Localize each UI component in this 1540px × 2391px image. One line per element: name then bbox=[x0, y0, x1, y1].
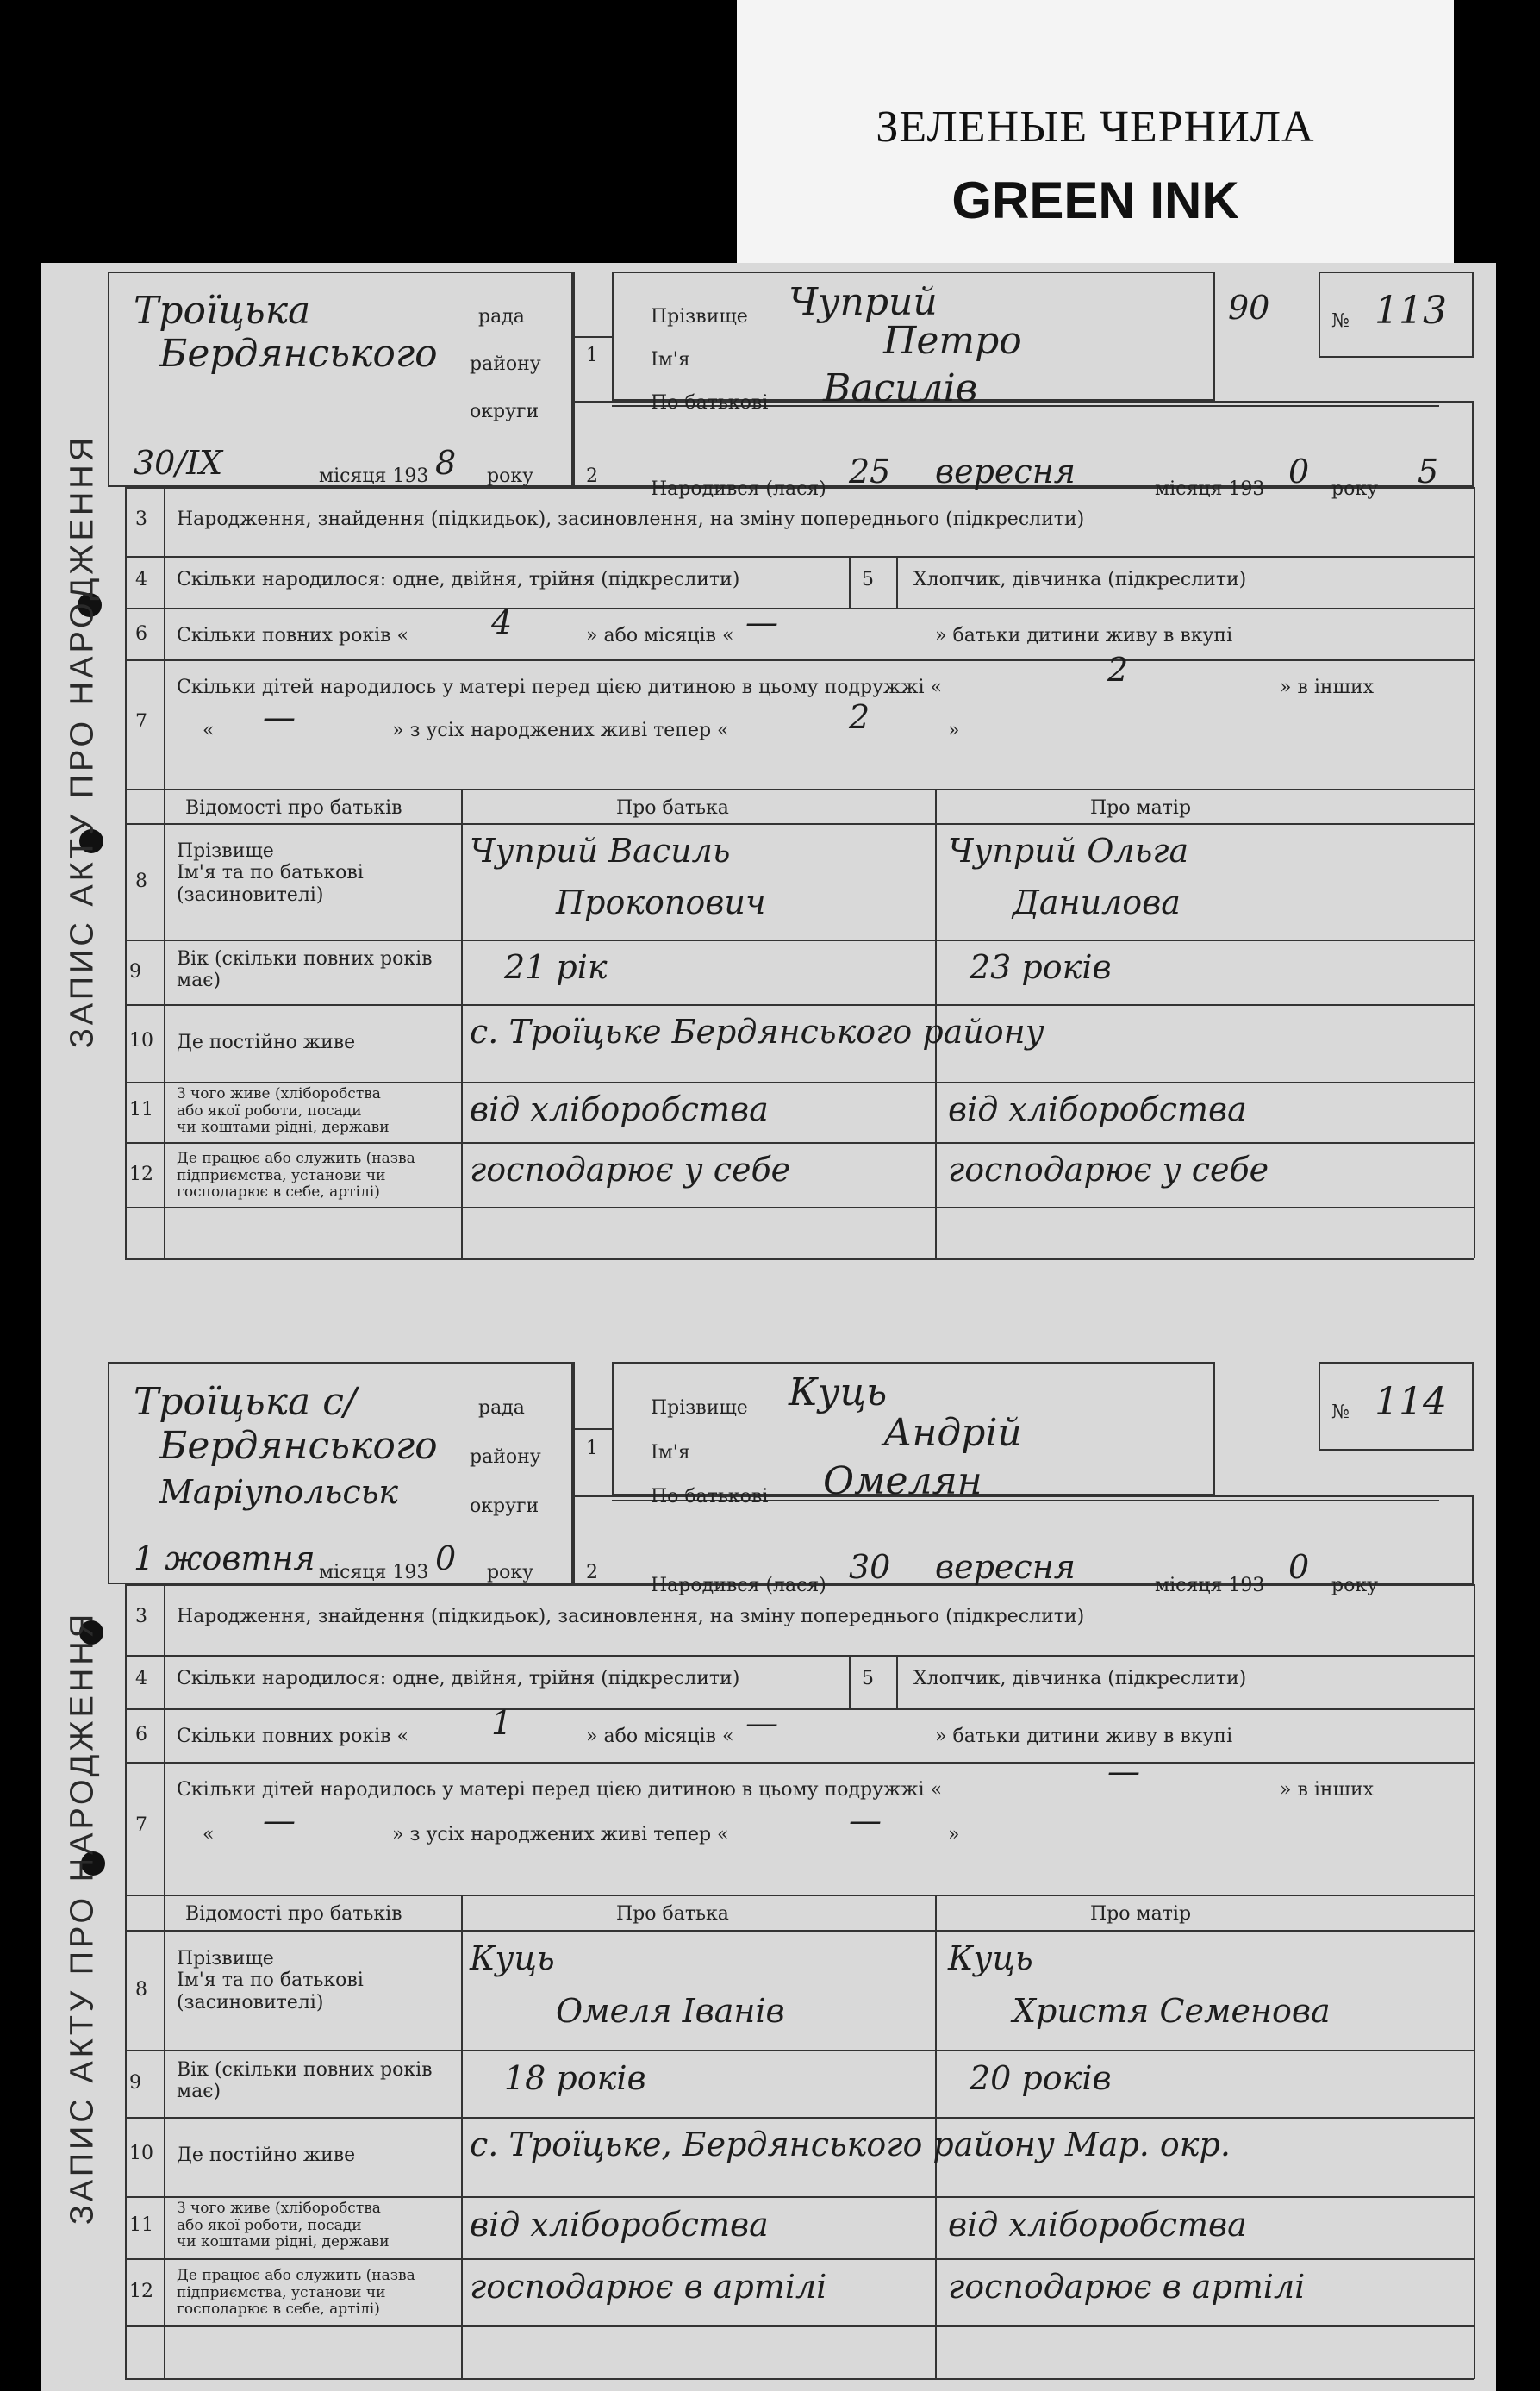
patronymic-value: Василів bbox=[823, 366, 978, 410]
registration-year-label: року bbox=[487, 465, 534, 487]
record-number-value: 114 bbox=[1375, 1380, 1447, 1424]
surname-label: Прізвище bbox=[651, 1397, 748, 1419]
rule bbox=[125, 1708, 1474, 1710]
sidebar-title-2: ЗАПИС АКТУ ПРО НАРОДЖЕННЯ bbox=[64, 1610, 101, 2226]
rule bbox=[125, 1258, 1474, 1260]
name-label: Ім'я bbox=[651, 349, 690, 371]
row-number: 1 bbox=[586, 1438, 598, 1459]
surname-value: Куць bbox=[789, 1370, 888, 1414]
alive-label: » з усіх народжених живі тепер « bbox=[392, 1824, 729, 1845]
row-number: 9 bbox=[129, 961, 141, 983]
years-together-value: 1 bbox=[491, 1704, 513, 1742]
registration-year-label: року bbox=[487, 1562, 534, 1583]
registration-day-value: 1 жовтня bbox=[134, 1539, 315, 1577]
registration-day-value: 30/IX bbox=[134, 444, 223, 482]
together-label: » батьки дитини живу в вкупі bbox=[935, 1726, 1233, 1747]
children-other-label: » в інших bbox=[1280, 1779, 1375, 1801]
father-name-line1: Куць bbox=[470, 1939, 555, 1977]
rule bbox=[1474, 1584, 1475, 2379]
rule bbox=[125, 2258, 1474, 2260]
rule bbox=[125, 2050, 1474, 2051]
name-value: Петро bbox=[883, 319, 1022, 363]
ink-label-ru: ЗЕЛЕНЫЕ ЧЕРНИЛА bbox=[876, 103, 1315, 152]
row-number: 8 bbox=[135, 1979, 147, 2001]
mother-name-line1: Чуприй Ольга bbox=[948, 832, 1189, 870]
rule bbox=[125, 1655, 1474, 1657]
row-number: 12 bbox=[129, 1164, 153, 1185]
raion-value: Бердянського bbox=[159, 1424, 438, 1468]
row-number: 2 bbox=[586, 1562, 598, 1583]
patronymic-label: По батькові bbox=[651, 392, 769, 414]
mother-header: Про матір bbox=[1090, 1903, 1192, 1925]
born-month-value: вересня bbox=[935, 453, 1076, 490]
father-column-divider bbox=[461, 789, 463, 1258]
children-this-value: — bbox=[1107, 1752, 1140, 1790]
rule bbox=[125, 608, 1474, 609]
rule bbox=[125, 2196, 1474, 2198]
work-label: Де працює або служить (назва підприємства, установи чи господарює в себе, артілі) bbox=[177, 2267, 415, 2319]
children-other-label: » в інших bbox=[1280, 677, 1375, 698]
father-column-divider bbox=[461, 1895, 463, 2378]
birth-record-114 bbox=[108, 1362, 1487, 2379]
okrug-value: Маріупольськ bbox=[159, 1473, 398, 1511]
number-label: № bbox=[1331, 1402, 1350, 1423]
born-label: Народився (лася) bbox=[651, 478, 826, 500]
row-number: 6 bbox=[135, 623, 147, 645]
children-this-value: 2 bbox=[1107, 651, 1129, 689]
rule bbox=[125, 659, 1474, 661]
father-name-line1: Чуприй Василь bbox=[470, 832, 731, 870]
father-work-value: господарює в артілі bbox=[470, 2268, 827, 2306]
registration-month-label: місяця 193 bbox=[319, 1562, 429, 1583]
margin-mark: 90 bbox=[1228, 289, 1270, 327]
mother-age-value: 23 років bbox=[970, 948, 1112, 986]
side-mark: 5 bbox=[1418, 453, 1439, 490]
multiplicity-label: Скільки народилося: одне, двійня, трійня (підкреслити) bbox=[177, 569, 740, 590]
alive-label: » з усіх народжених живі тепер « bbox=[392, 720, 729, 741]
okrug-label: округи bbox=[470, 1495, 539, 1517]
rule bbox=[125, 2325, 1474, 2327]
multiplicity-label: Скільки народилося: одне, двійня, трійня (підкреслити) bbox=[177, 1668, 740, 1689]
mother-age-value: 20 років bbox=[970, 2059, 1112, 2097]
mother-income-value: від хліборобства bbox=[948, 1090, 1247, 1128]
rule bbox=[125, 1004, 1474, 1006]
parent-age-label: Вік (скільки повних років має) bbox=[177, 2059, 433, 2103]
rule bbox=[849, 556, 851, 608]
sidebar-title-1: ЗАПИС АКТУ ПРО НАРОДЖЕННЯ bbox=[64, 434, 101, 1049]
registration-year-value: 0 bbox=[435, 1539, 457, 1577]
born-month-label: місяця 193 bbox=[1155, 1575, 1265, 1596]
together-label: » батьки дитини живу в вкупі bbox=[935, 625, 1233, 646]
ink-label-tag bbox=[737, 0, 1454, 265]
raion-label: району bbox=[470, 353, 541, 375]
rule bbox=[896, 1655, 898, 1708]
rule bbox=[125, 1895, 1474, 1896]
row-number: 5 bbox=[862, 1668, 874, 1689]
row-number: 3 bbox=[135, 509, 147, 530]
father-income-value: від хліборобства bbox=[470, 2206, 769, 2244]
registration-year-value: 8 bbox=[435, 444, 457, 482]
name-value: Андрій bbox=[883, 1411, 1022, 1455]
ink-label-en: GREEN INK bbox=[951, 172, 1239, 229]
mother-work-value: господарює у себе bbox=[948, 1151, 1269, 1189]
born-year-value: 0 bbox=[1288, 453, 1310, 490]
row-number: 3 bbox=[135, 1606, 147, 1627]
name-label: Ім'я bbox=[651, 1442, 690, 1464]
rule bbox=[125, 940, 1474, 941]
rule bbox=[125, 1762, 1474, 1764]
quote-open: « bbox=[203, 720, 215, 741]
sex-label: Хлопчик, дівчинка (підкреслити) bbox=[913, 569, 1247, 590]
row-number: 6 bbox=[135, 1724, 147, 1745]
months-label: » або місяців « bbox=[586, 625, 734, 646]
rule bbox=[125, 1142, 1474, 1144]
row-number: 2 bbox=[586, 465, 598, 487]
children-alive-value: 2 bbox=[849, 698, 870, 736]
row-number: 7 bbox=[135, 711, 147, 733]
rule bbox=[849, 1655, 851, 1708]
sex-label: Хлопчик, дівчинка (підкреслити) bbox=[913, 1668, 1247, 1689]
rule bbox=[125, 1082, 1474, 1083]
row-number: 10 bbox=[129, 1030, 153, 1052]
residence-value: с. Троїцьке, Бердянського району Мар. окр. bbox=[470, 2126, 1231, 2163]
years-together-label: Скільки повних років « bbox=[177, 625, 408, 646]
father-income-value: від хліборобства bbox=[470, 1090, 769, 1128]
parent-name-label: Прізвище Ім'я та по батькові (засиновителі) bbox=[177, 1948, 364, 2013]
row-number: 9 bbox=[129, 2072, 141, 2094]
born-day-value: 25 bbox=[849, 453, 891, 490]
parents-header: Відомості про батьків bbox=[185, 1903, 402, 1925]
residence-label: Де постійно живе bbox=[177, 1032, 356, 1053]
father-work-value: господарює у себе bbox=[470, 1151, 791, 1189]
raion-value: Бердянського bbox=[159, 332, 438, 376]
income-label: З чого живе (хліборобства або якої роботи, посади чи коштами рідні, держави bbox=[177, 2200, 390, 2251]
father-header: Про батька bbox=[616, 797, 729, 819]
rule bbox=[125, 1207, 1474, 1208]
father-name-line2: Прокопович bbox=[556, 883, 766, 921]
children-other-value: — bbox=[263, 1801, 296, 1839]
years-together-label: Скільки повних років « bbox=[177, 1726, 408, 1747]
rada-value: Троїцька bbox=[134, 289, 311, 333]
born-label: Народився (лася) bbox=[651, 1575, 826, 1596]
born-year-label: року bbox=[1331, 478, 1379, 500]
row-number: 11 bbox=[129, 2214, 153, 2236]
children-alive-value: — bbox=[849, 1801, 882, 1839]
patronymic-label: По батькові bbox=[651, 1486, 769, 1508]
months-together-value: — bbox=[745, 1704, 778, 1742]
rule bbox=[573, 1428, 612, 1430]
father-age-value: 21 рік bbox=[504, 948, 608, 986]
surname-label: Прізвище bbox=[651, 306, 748, 328]
rule bbox=[896, 556, 898, 608]
father-name-line2: Омеля Іванів bbox=[556, 1992, 785, 2030]
work-label: Де працює або служить (назва підприємства, установи чи господарює в себе, артілі) bbox=[177, 1150, 415, 1202]
years-together-value: 4 bbox=[491, 603, 513, 641]
mother-income-value: від хліборобства bbox=[948, 2206, 1247, 2244]
row-number: 10 bbox=[129, 2143, 153, 2164]
rule bbox=[573, 336, 612, 338]
residence-label: Де постійно живе bbox=[177, 2144, 356, 2166]
number-label: № bbox=[1331, 310, 1350, 332]
mother-work-value: господарює в артілі bbox=[948, 2268, 1306, 2306]
rule bbox=[125, 2378, 1474, 2380]
rada-label: рада bbox=[478, 306, 525, 328]
rada-label: рада bbox=[478, 1397, 525, 1419]
registration-month-label: місяця 193 bbox=[319, 465, 429, 487]
born-year-value: 0 bbox=[1288, 1548, 1310, 1586]
mother-name-line1: Куць bbox=[948, 1939, 1033, 1977]
rule bbox=[125, 789, 1474, 790]
rule bbox=[125, 556, 1474, 558]
row-number: 1 bbox=[586, 345, 598, 366]
rule bbox=[125, 2117, 1474, 2119]
born-day-value: 30 bbox=[849, 1548, 891, 1586]
born-year-label: року bbox=[1331, 1575, 1379, 1596]
row-number: 12 bbox=[129, 2281, 153, 2302]
children-label: Скільки дітей народилось у матері перед цією дитиною в цьому подружжі « bbox=[177, 677, 943, 698]
children-label: Скільки дітей народилось у матері перед цією дитиною в цьому подружжі « bbox=[177, 1779, 943, 1801]
raion-label: району bbox=[470, 1446, 541, 1468]
row-number: 4 bbox=[135, 1668, 147, 1689]
row-number: 4 bbox=[135, 569, 147, 590]
row-number: 5 bbox=[862, 569, 874, 590]
income-label: З чого живе (хліборобства або якої роботи, посади чи коштами рідні, держави bbox=[177, 1085, 390, 1137]
patronymic-value: Омелян bbox=[823, 1459, 982, 1503]
row-number: 7 bbox=[135, 1814, 147, 1836]
record-number-value: 113 bbox=[1375, 289, 1447, 333]
months-label: » або місяців « bbox=[586, 1726, 734, 1747]
mother-name-line2: Христя Семенова bbox=[1013, 1992, 1331, 2030]
mother-name-line2: Данилова bbox=[1013, 883, 1181, 921]
born-month-value: вересня bbox=[935, 1548, 1076, 1586]
rada-value: Троїцька с/ bbox=[134, 1380, 357, 1424]
birth-record-113 bbox=[108, 272, 1487, 1258]
row-number: 8 bbox=[135, 871, 147, 892]
residence-value: с. Троїцьке Бердянського району bbox=[470, 1013, 1044, 1051]
parent-name-label: Прізвище Ім'я та по батькові (засиновителі) bbox=[177, 840, 364, 906]
parents-header: Відомості про батьків bbox=[185, 797, 402, 819]
row-number: 11 bbox=[129, 1099, 153, 1121]
rule bbox=[125, 823, 1474, 825]
birth-type-label: Народження, знайдення (підкидьок), засиновлення, на зміну попереднього (підкреслити) bbox=[177, 1606, 1085, 1627]
rule bbox=[125, 1930, 1474, 1932]
father-age-value: 18 років bbox=[504, 2059, 646, 2097]
mother-header: Про матір bbox=[1090, 797, 1192, 819]
parent-age-label: Вік (скільки повних років має) bbox=[177, 948, 433, 992]
birth-type-label: Народження, знайдення (підкидьок), засиновлення, на зміну попереднього (підкреслити) bbox=[177, 509, 1085, 530]
quote-close: » bbox=[948, 720, 960, 741]
quote-close: » bbox=[948, 1824, 960, 1845]
quote-open: « bbox=[203, 1824, 215, 1845]
rule bbox=[1474, 487, 1475, 1258]
months-together-value: — bbox=[745, 603, 778, 641]
okrug-label: округи bbox=[470, 401, 539, 422]
surname-value: Чуприй bbox=[789, 280, 938, 324]
father-header: Про батька bbox=[616, 1903, 729, 1925]
children-other-value: — bbox=[263, 698, 296, 736]
born-month-label: місяця 193 bbox=[1155, 478, 1265, 500]
